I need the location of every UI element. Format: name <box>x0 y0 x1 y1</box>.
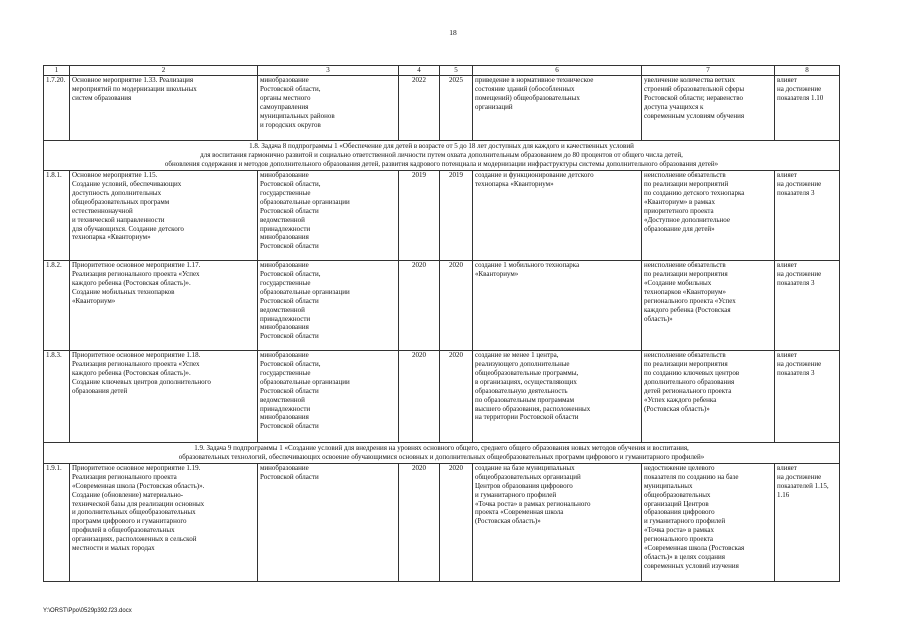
task-heading <box>44 442 840 463</box>
start-year: 2020 <box>399 350 440 442</box>
consequence-cell <box>642 170 775 260</box>
column-number: 3 <box>258 66 399 76</box>
text-line: приведение в нормативное техническое <box>475 75 594 84</box>
text-line: Ростовской области; неравенство <box>644 93 743 102</box>
table-row <box>44 260 840 350</box>
column-number: 1 <box>44 66 70 76</box>
text-line: Ростовской области <box>260 422 319 431</box>
column-number-row <box>44 66 840 76</box>
row-number: 1.9.1. <box>44 463 70 581</box>
measure-name-cell <box>70 170 258 260</box>
section-header-row <box>44 442 840 463</box>
text-line: минобразование <box>260 463 309 472</box>
text-line: технопарков «Кванториум» <box>644 287 727 296</box>
page-number: 18 <box>449 28 457 37</box>
text-line: государственные <box>260 368 311 377</box>
text-line: показателя 3 <box>777 278 815 287</box>
text-line: каждого ребенка (Ростовская область)». <box>72 278 191 287</box>
text-line: и дополнительных общеобразовательных <box>72 508 196 517</box>
text-line: ведомственной <box>260 215 305 224</box>
text-line: общеобразовательных <box>644 490 711 499</box>
start-year: 2022 <box>399 75 440 140</box>
text-line: Создание условий, обеспечивающих <box>72 179 182 188</box>
text-line: недостижение целевого <box>644 463 715 472</box>
measure-name-cell <box>70 350 258 442</box>
consequence-cell <box>642 260 775 350</box>
text-line: на достижение <box>777 84 822 93</box>
text-line: по реализации мероприятий <box>644 179 729 188</box>
text-line: муниципальных районов <box>260 111 335 120</box>
text-line: помещений) общеобразовательных <box>475 93 580 102</box>
text-line: и гуманитарного профилей <box>644 517 726 526</box>
text-line: высшего образования, расположенных <box>475 404 591 413</box>
text-line: влияет <box>777 463 797 472</box>
text-line: Создание мобильных технопарков <box>72 287 175 296</box>
text-line: создание 1 мобильного технопарка <box>475 260 580 269</box>
column-number: 5 <box>440 66 473 76</box>
text-line: образование для детей» <box>644 224 715 233</box>
text-line: современным условиям обучения <box>644 111 745 120</box>
end-year: 2020 <box>440 350 473 442</box>
text-line: Приоритетное основное мероприятие 1.18. <box>72 350 201 359</box>
text-line: организаций <box>475 102 513 111</box>
text-line: по образовательным программам <box>475 395 575 404</box>
end-year: 2020 <box>440 463 473 581</box>
row-number: 1.7.20. <box>44 75 70 140</box>
text-line: общеобразовательные программы, <box>475 368 579 377</box>
table-row <box>44 350 840 442</box>
text-line: показателя 3 <box>777 368 815 377</box>
text-line: ведомственной <box>260 395 305 404</box>
text-line: показателя по созданию на базе <box>644 472 739 481</box>
text-line: Ростовской области, <box>260 84 321 93</box>
text-line: Ростовской области, <box>260 269 321 278</box>
measures-table <box>43 65 840 582</box>
text-line: Реализация регионального проекта <box>72 472 177 481</box>
column-number: 7 <box>642 66 775 76</box>
text-line: естественнонаучной <box>72 206 133 215</box>
text-line: организаций Центров <box>644 499 709 508</box>
text-line: образовательных технологий, обеспечивающих освоение обучающимися основных и дополнительных общеобразовательных программ цифрового и гуманитарного профилей» <box>178 452 705 461</box>
text-line: органы местного <box>260 93 311 102</box>
text-line: «Современная школа (Ростовская область)». <box>72 481 205 490</box>
text-line: Ростовской области <box>260 386 319 395</box>
executor-cell <box>258 463 399 581</box>
text-line: влияет <box>777 75 797 84</box>
text-line: Создание (обновление) материально- <box>72 490 184 499</box>
text-line: приоритетного проекта <box>644 206 714 215</box>
text-line: и гуманитарного профилей <box>475 490 557 499</box>
text-line: технической базы для реализации основных <box>72 499 205 508</box>
expected-result-cell <box>473 260 642 350</box>
row-number: 1.8.3. <box>44 350 70 442</box>
text-line: и городских округов <box>260 120 321 129</box>
measure-name-cell <box>70 75 258 140</box>
text-line: минобразование <box>260 260 309 269</box>
column-number: 4 <box>399 66 440 76</box>
expected-result-cell <box>473 75 642 140</box>
indicator-link-cell <box>775 463 840 581</box>
text-line: по реализации мероприятия <box>644 269 728 278</box>
text-line: Ростовской области, <box>260 359 321 368</box>
expected-result-cell <box>473 463 642 581</box>
text-line: минобразование <box>260 75 309 84</box>
text-line: регионального проекта <box>644 535 714 544</box>
start-year: 2020 <box>399 463 440 581</box>
text-line: область)» в целях создания <box>644 553 725 562</box>
expected-result-cell <box>473 350 642 442</box>
text-line: по созданию детского технопарка <box>644 188 745 197</box>
text-line: систем образования <box>72 93 132 102</box>
start-year: 2019 <box>399 170 440 260</box>
text-line: по созданию ключевых центров <box>644 368 740 377</box>
indicator-link-cell <box>775 170 840 260</box>
text-line: принадлежности <box>260 224 311 233</box>
text-line: 1.9. Задача 9 подпрограммы 1 «Создание условий для внедрения на уровнях основного общего, среднего общего образования новых методов обучения и воспитания, <box>194 443 689 452</box>
column-number: 2 <box>70 66 258 76</box>
text-line: неисполнение обязательств <box>644 260 726 269</box>
text-line: Реализация регионального проекта «Успех <box>72 269 200 278</box>
text-line: 1.16 <box>777 490 790 499</box>
text-line: Ростовской области <box>260 296 319 305</box>
text-line: технопарка «Кванториум» <box>475 179 554 188</box>
indicator-link-cell <box>775 350 840 442</box>
indicator-link-cell <box>775 260 840 350</box>
text-line: создание на базе муниципальных <box>475 463 575 472</box>
text-line: «Современная школа (Ростовская <box>644 544 745 553</box>
text-line: «Кванториум» <box>475 269 519 278</box>
text-line: и технической направленности <box>72 215 165 224</box>
table-row <box>44 75 840 140</box>
text-line: создание не менее 1 центра, <box>475 350 559 359</box>
text-line: профилей в общеобразовательных <box>72 526 175 535</box>
text-line: строений образовательной сферы <box>644 84 745 93</box>
task-heading <box>44 140 840 170</box>
text-line: минобразования <box>260 323 309 332</box>
text-line: государственные <box>260 278 311 287</box>
text-line: состояние зданий (обособленных <box>475 84 575 93</box>
text-line: общеобразовательных программ <box>72 197 170 206</box>
column-number: 8 <box>775 66 840 76</box>
text-line: доступность дополнительных <box>72 188 162 197</box>
text-line: (Ростовская область)» <box>644 404 710 413</box>
text-line: на достижение <box>777 472 822 481</box>
text-line: создание и функционирование детского <box>475 170 594 179</box>
text-line: Ростовской области, <box>260 179 321 188</box>
text-line: принадлежности <box>260 404 311 413</box>
text-line: дополнительного образования <box>644 377 735 386</box>
row-number: 1.8.1. <box>44 170 70 260</box>
text-line: доступа учащихся к <box>644 102 704 111</box>
row-number: 1.8.2. <box>44 260 70 350</box>
executor-cell <box>258 75 399 140</box>
text-line: неисполнение обязательств <box>644 350 726 359</box>
expected-result-cell <box>473 170 642 260</box>
end-year: 2020 <box>440 260 473 350</box>
text-line: «Кванториум» в рамках <box>644 197 716 206</box>
text-line: неисполнение обязательств <box>644 170 726 179</box>
text-line: современных условий изучения <box>644 562 739 571</box>
text-line: самоуправления <box>260 102 309 111</box>
text-line: муниципальных <box>644 481 693 490</box>
text-line: Приоритетное основное мероприятие 1.19. <box>72 463 201 472</box>
executor-cell <box>258 260 399 350</box>
text-line: образовательную деятельность <box>475 386 568 395</box>
measures-table-container <box>43 65 839 582</box>
text-line: программ цифрового и гуманитарного <box>72 517 187 526</box>
text-line: Ростовской области <box>260 332 319 341</box>
text-line: образования детей <box>72 386 128 395</box>
text-line: регионального проекта «Успех <box>644 296 736 305</box>
text-line: увеличение количества ветхих <box>644 75 735 84</box>
text-line: минобразование <box>260 170 309 179</box>
text-line: минобразования <box>260 413 309 422</box>
text-line: в организациях, осуществляющих <box>475 377 577 386</box>
text-line: каждого ребенка (Ростовская область)». <box>72 368 191 377</box>
column-number: 6 <box>473 66 642 76</box>
text-line: организациях, расположенных в сельской <box>72 535 197 544</box>
end-year: 2019 <box>440 170 473 260</box>
text-line: на территории Ростовской области <box>475 413 579 422</box>
text-line: «Доступное дополнительное <box>644 215 730 224</box>
text-line: мероприятий по модернизации школьных <box>72 84 197 93</box>
text-line: «Кванториум» <box>72 296 116 305</box>
text-line: показателя 1.10 <box>777 93 824 102</box>
text-line: ведомственной <box>260 305 305 314</box>
text-line: влияет <box>777 350 797 359</box>
end-year: 2025 <box>440 75 473 140</box>
text-line: для обучающихся. Создание детского <box>72 224 184 233</box>
text-line: по реализации мероприятия <box>644 359 728 368</box>
text-line: на достижение <box>777 179 822 188</box>
text-line: 1.8. Задача 8 подпрограммы 1 «Обеспечение для детей в возрасте от 5 до 18 лет доступных для каждого и качественных условий <box>249 141 634 150</box>
text-line: область)» <box>644 314 673 323</box>
text-line: технопарка «Кванториум» <box>72 233 151 242</box>
text-line: Основное мероприятие 1.15. <box>72 170 158 179</box>
text-line: образования цифрового <box>644 508 715 517</box>
text-line: Ростовской области <box>260 206 319 215</box>
text-line: детей регионального проекта <box>644 386 732 395</box>
measure-name-cell <box>70 463 258 581</box>
text-line: Создание ключевых центров дополнительного <box>72 377 211 386</box>
text-line: влияет <box>777 260 797 269</box>
text-line: общеобразовательных организаций <box>475 472 581 481</box>
text-line: «Точка роста» в рамках регионального <box>475 499 591 508</box>
text-line: Приоритетное основное мероприятие 1.17. <box>72 260 201 269</box>
text-line: принадлежности <box>260 314 311 323</box>
text-line: Ростовской области <box>260 242 319 251</box>
file-path-footer: Y:\ORST\Ppo\0529p392.f23.docx <box>43 608 132 614</box>
text-line: Ростовской области <box>260 472 319 481</box>
consequence-cell <box>642 75 775 140</box>
text-line: образовательные организации <box>260 377 350 386</box>
executor-cell <box>258 170 399 260</box>
text-line: минобразование <box>260 350 309 359</box>
text-line: (Ростовская область)» <box>475 517 541 526</box>
consequence-cell <box>642 463 775 581</box>
text-line: влияет <box>777 170 797 179</box>
text-line: реализующего дополнительные <box>475 359 570 368</box>
text-line: местности и малых городах <box>72 544 155 553</box>
text-line: обновления содержания и методов дополнительного образования детей, развития кадрового потенциала и модернизации инфраструктуры системы дополнительного образования детей» <box>164 159 719 168</box>
text-line: Основное мероприятие 1.33. Реализация <box>72 75 194 84</box>
table-row <box>44 463 840 581</box>
text-line: образовательные организации <box>260 197 350 206</box>
text-line: государственные <box>260 188 311 197</box>
measure-name-cell <box>70 260 258 350</box>
text-line: «Создание мобильных <box>644 278 712 287</box>
text-line: проекта «Современная школа <box>475 508 564 517</box>
text-line: «Точка роста» в рамках <box>644 526 715 535</box>
text-line: для воспитания гармонично развитой и социально ответственной личности путем охвата дополнительным образованием до 80 процентов от общего числа детей, <box>200 150 683 159</box>
text-line: образовательные организации <box>260 287 350 296</box>
text-line: на достижение <box>777 359 822 368</box>
indicator-link-cell <box>775 75 840 140</box>
text-line: Реализация регионального проекта «Успех <box>72 359 200 368</box>
text-line: каждого ребенка (Ростовская <box>644 305 731 314</box>
section-header-row <box>44 140 840 170</box>
text-line: показателя 3 <box>777 188 815 197</box>
text-line: показателей 1.15, <box>777 481 829 490</box>
text-line: «Успех каждого ребенка <box>644 395 717 404</box>
consequence-cell <box>642 350 775 442</box>
text-line: Центров образования цифрового <box>475 481 573 490</box>
text-line: на достижение <box>777 269 822 278</box>
table-row <box>44 170 840 260</box>
text-line: минобразования <box>260 233 309 242</box>
start-year: 2020 <box>399 260 440 350</box>
executor-cell <box>258 350 399 442</box>
